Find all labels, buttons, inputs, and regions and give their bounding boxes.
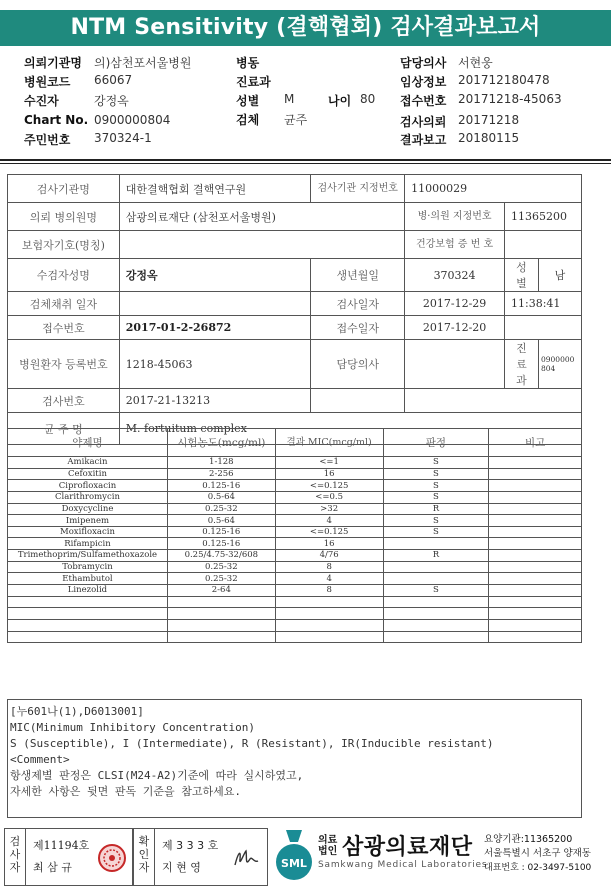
header-divider bbox=[0, 159, 611, 161]
receipt-no-label: 접수번호 bbox=[8, 316, 120, 340]
org-contact bbox=[484, 833, 591, 875]
lab-label: 검사기관명 bbox=[8, 175, 120, 203]
confirmer-name: 지 현 영 bbox=[162, 861, 201, 874]
org-address: 서울특별시 서초구 양재동 bbox=[484, 848, 591, 859]
drug-interpretation-cell bbox=[383, 619, 489, 631]
doctor-value: 서현웅 bbox=[458, 56, 493, 70]
drug-mic-cell: 8 bbox=[275, 561, 383, 573]
lab-code-label: 검사기관 지정번호 bbox=[311, 175, 405, 203]
test-time-value: 11:38:41 bbox=[505, 292, 582, 316]
receipt-value: 20171218-45063 bbox=[458, 92, 562, 106]
drug-mic-cell bbox=[275, 596, 383, 608]
name-label: 수검자성명 bbox=[8, 259, 120, 292]
drug-row bbox=[8, 480, 582, 492]
header-remark: 비고 bbox=[489, 429, 582, 457]
org-prefix-2: 법인 bbox=[318, 846, 338, 857]
org-english: Samkwang Medical Laboratories bbox=[318, 860, 488, 870]
signature-icon bbox=[232, 845, 260, 871]
drug-concentration-cell bbox=[167, 631, 275, 643]
drug-row bbox=[8, 561, 582, 573]
drug-concentration-cell bbox=[167, 619, 275, 631]
request-label: 검사의뢰 bbox=[400, 115, 447, 129]
drug-interpretation-cell: S bbox=[383, 468, 489, 480]
exam-blank-1 bbox=[311, 389, 405, 413]
sex-label: 성별 bbox=[236, 94, 260, 108]
drug-remark-cell bbox=[489, 457, 582, 469]
request-value: 20171218 bbox=[458, 113, 520, 127]
drug-mic-cell: 16 bbox=[275, 468, 383, 480]
collect-label: 검체채취 일자 bbox=[8, 292, 120, 316]
header-drug: 약제명 bbox=[8, 429, 168, 457]
drug-row bbox=[8, 491, 582, 503]
comment-code: [누601나(1),D6013001] bbox=[10, 705, 144, 718]
hospital-code-label: 병원코드 bbox=[24, 75, 71, 89]
sex-value-2: 남 bbox=[538, 259, 581, 292]
footer bbox=[0, 826, 611, 889]
physician-value bbox=[405, 340, 505, 389]
drug-remark-cell bbox=[489, 503, 582, 515]
name-value: 강정옥 bbox=[119, 259, 311, 292]
drug-row-empty bbox=[8, 608, 582, 620]
drug-interpretation-cell: S bbox=[383, 457, 489, 469]
examinee-value: 강정옥 bbox=[94, 94, 129, 108]
seal-icon bbox=[97, 843, 127, 873]
drug-remark-cell bbox=[489, 631, 582, 643]
birth-label: 생년월일 bbox=[311, 259, 405, 292]
header-concentration: 시험농도(mcg/ml) bbox=[167, 429, 275, 457]
report-title: NTM Sensitivity (결핵협회) 검사결과보고서 bbox=[0, 10, 611, 46]
lab-code-value: 11000029 bbox=[405, 175, 582, 203]
hospital-code-value: 66067 bbox=[94, 73, 133, 87]
req-hosp-value: 삼광의료재단 (삼천포서울병원) bbox=[119, 203, 404, 231]
receipt-no-value: 2017-01-2-26872 bbox=[119, 316, 311, 340]
org-name: 삼광의료재단 bbox=[342, 835, 473, 860]
drug-row-empty bbox=[8, 631, 582, 643]
sex-value: M bbox=[284, 92, 295, 106]
drug-concentration-cell: 0.125-16 bbox=[167, 480, 275, 492]
drug-mic-cell: <=0.125 bbox=[275, 480, 383, 492]
resident-label: 주민번호 bbox=[24, 133, 71, 147]
drug-mic-cell: 16 bbox=[275, 538, 383, 550]
header-interpretation: 판정 bbox=[383, 429, 489, 457]
drug-row-empty bbox=[8, 619, 582, 631]
drug-remark-cell bbox=[489, 526, 582, 538]
drug-remark-cell bbox=[489, 596, 582, 608]
drug-mic-cell: 4 bbox=[275, 515, 383, 527]
drug-row bbox=[8, 515, 582, 527]
drug-concentration-cell: 0.25-32 bbox=[167, 573, 275, 585]
drug-name-cell bbox=[8, 596, 168, 608]
drug-name-cell: Trimethoprim/Sulfamethoxazole bbox=[8, 550, 168, 562]
comment-line-2: S (Susceptible), I (Intermediate), R (Resistant), IR(Inducible resistant) bbox=[10, 737, 494, 750]
drug-concentration-cell: 0.5-64 bbox=[167, 515, 275, 527]
resident-value: 370324-1 bbox=[94, 131, 152, 145]
drug-name-cell: Imipenem bbox=[8, 515, 168, 527]
drug-name-cell: Ciprofloxacin bbox=[8, 480, 168, 492]
drug-remark-cell bbox=[489, 608, 582, 620]
test-date-value: 2017-12-29 bbox=[405, 292, 505, 316]
insurance-value bbox=[119, 231, 404, 259]
inspector-label: 검사자 bbox=[5, 829, 26, 885]
drug-table bbox=[7, 428, 582, 643]
age-label: 나이 bbox=[328, 94, 352, 108]
drug-mic-cell: <=1 bbox=[275, 457, 383, 469]
dept-value: 0900000804 bbox=[538, 340, 581, 389]
dept-label: 진료과 bbox=[505, 340, 539, 389]
age-value: 80 bbox=[360, 92, 376, 106]
drug-concentration-cell bbox=[167, 596, 275, 608]
specimen-value: 균주 bbox=[284, 113, 308, 127]
drug-mic-cell: <=0.5 bbox=[275, 491, 383, 503]
drug-interpretation-cell: R bbox=[383, 503, 489, 515]
drug-interpretation-cell bbox=[383, 631, 489, 643]
drug-mic-cell: >32 bbox=[275, 503, 383, 515]
drug-remark-cell bbox=[489, 619, 582, 631]
drug-concentration-cell: 0.25-32 bbox=[167, 503, 275, 515]
drug-name-cell bbox=[8, 619, 168, 631]
drug-mic-cell: 4/76 bbox=[275, 550, 383, 562]
drug-interpretation-cell: S bbox=[383, 491, 489, 503]
department-label: 진료과 bbox=[236, 75, 271, 89]
drug-interpretation-cell: R bbox=[383, 550, 489, 562]
org-phone: 대표번호 : 02-3497-5100 bbox=[484, 863, 592, 873]
drug-name-cell: Rifampicin bbox=[8, 538, 168, 550]
institution-value: 의)삼천포서울병원 bbox=[94, 56, 192, 70]
comment-line-4: 항생제별 판정은 CLSI(M24-A2)기준에 따라 실시하였고, bbox=[10, 769, 304, 782]
test-date-label: 검사일자 bbox=[311, 292, 405, 316]
drug-remark-cell bbox=[489, 561, 582, 573]
drug-name-cell: Cefoxitin bbox=[8, 468, 168, 480]
sex-label-2: 성별 bbox=[505, 259, 539, 292]
drug-row bbox=[8, 538, 582, 550]
comment-line-1: MIC(Minimum Inhibitory Concentration) bbox=[10, 721, 256, 734]
drug-interpretation-cell bbox=[383, 561, 489, 573]
drug-remark-cell bbox=[489, 491, 582, 503]
drug-concentration-cell: 0.25-32 bbox=[167, 561, 275, 573]
header-info bbox=[24, 54, 604, 152]
drug-interpretation-cell: S bbox=[383, 526, 489, 538]
header-mic: 결과 MIC(mcg/ml) bbox=[275, 429, 383, 457]
drug-mic-cell: <=0.125 bbox=[275, 526, 383, 538]
health-ins-value bbox=[505, 231, 582, 259]
patient-reg-label: 병원환자 등록번호 bbox=[8, 340, 120, 389]
comment-line-3: <Comment> bbox=[10, 753, 70, 766]
drug-name-cell: Doxycycline bbox=[8, 503, 168, 515]
drug-row bbox=[8, 585, 582, 597]
drug-concentration-cell: 0.125-16 bbox=[167, 538, 275, 550]
drug-concentration-cell: 0.25/4.75-32/608 bbox=[167, 550, 275, 562]
drug-name-cell: Tobramycin bbox=[8, 561, 168, 573]
receipt-extra bbox=[505, 316, 582, 340]
drug-concentration-cell: 1-128 bbox=[167, 457, 275, 469]
birth-value: 370324 bbox=[405, 259, 505, 292]
report-label: 결과보고 bbox=[400, 133, 447, 147]
specimen-label: 검체 bbox=[236, 113, 260, 127]
comment-box bbox=[7, 699, 582, 818]
detail-table bbox=[7, 174, 582, 445]
drug-row bbox=[8, 503, 582, 515]
drug-interpretation-cell: S bbox=[383, 480, 489, 492]
drug-name-cell bbox=[8, 608, 168, 620]
clinical-value: 201712180478 bbox=[458, 73, 550, 87]
drug-name-cell: Amikacin bbox=[8, 457, 168, 469]
drug-mic-cell bbox=[275, 619, 383, 631]
drug-concentration-cell bbox=[167, 608, 275, 620]
physician-label: 담당의사 bbox=[311, 340, 405, 389]
drug-row-empty bbox=[8, 596, 582, 608]
exam-no-label: 검사번호 bbox=[8, 389, 120, 413]
drug-interpretation-cell bbox=[383, 538, 489, 550]
ward-label: 병동 bbox=[236, 56, 260, 70]
drug-row bbox=[8, 573, 582, 585]
health-ins-label: 건강보험 증 번 호 bbox=[405, 231, 505, 259]
clinical-label: 임상정보 bbox=[400, 75, 447, 89]
drug-remark-cell bbox=[489, 468, 582, 480]
doctor-label: 담당의사 bbox=[400, 56, 447, 70]
sml-logo-icon bbox=[272, 828, 316, 882]
drug-row bbox=[8, 468, 582, 480]
drug-remark-cell bbox=[489, 538, 582, 550]
drug-name-cell: Clarithromycin bbox=[8, 491, 168, 503]
clinic-code-label: 병·의원 지정번호 bbox=[405, 203, 505, 231]
confirmer-box bbox=[133, 828, 268, 886]
comment-line-5: 자세한 사항은 뒷면 판독 기준을 참고하세요. bbox=[10, 785, 242, 798]
drug-remark-cell bbox=[489, 515, 582, 527]
drug-interpretation-cell bbox=[383, 596, 489, 608]
org-prefix bbox=[318, 835, 337, 857]
collect-value bbox=[119, 292, 311, 316]
drug-mic-cell: 8 bbox=[275, 585, 383, 597]
inspector-box bbox=[4, 828, 133, 886]
drug-remark-cell bbox=[489, 573, 582, 585]
drug-mic-cell: 4 bbox=[275, 573, 383, 585]
drug-remark-cell bbox=[489, 480, 582, 492]
exam-blank-2 bbox=[405, 389, 582, 413]
lab-value: 대한결핵협회 결핵연구원 bbox=[119, 175, 311, 203]
drug-name-cell: Linezolid bbox=[8, 585, 168, 597]
drug-name-cell bbox=[8, 631, 168, 643]
drug-name-cell: Ethambutol bbox=[8, 573, 168, 585]
inspector-no: 제11194호 bbox=[33, 839, 90, 852]
drug-interpretation-cell bbox=[383, 608, 489, 620]
exam-no-value: 2017-21-13213 bbox=[119, 389, 311, 413]
drug-concentration-cell: 2-64 bbox=[167, 585, 275, 597]
svg-text:SML: SML bbox=[281, 857, 307, 870]
header-divider-thin bbox=[0, 163, 611, 164]
confirmer-no: 제 3 3 3 호 bbox=[162, 839, 219, 852]
receipt-date-value: 2017-12-20 bbox=[405, 316, 505, 340]
confirmer-label: 확인자 bbox=[134, 829, 155, 885]
drug-name-cell: Moxifloxacin bbox=[8, 526, 168, 538]
examinee-label: 수진자 bbox=[24, 94, 59, 108]
drug-interpretation-cell: S bbox=[383, 585, 489, 597]
drug-concentration-cell: 2-256 bbox=[167, 468, 275, 480]
drug-interpretation-cell bbox=[383, 573, 489, 585]
drug-concentration-cell: 0.5-64 bbox=[167, 491, 275, 503]
drug-row bbox=[8, 457, 582, 469]
insurance-label: 보험자기호(명칭) bbox=[8, 231, 120, 259]
inspector-name: 최 삼 규 bbox=[33, 861, 72, 874]
drug-mic-cell bbox=[275, 631, 383, 643]
patient-reg-value: 1218-45063 bbox=[119, 340, 311, 389]
clinic-code-value: 11365200 bbox=[505, 203, 582, 231]
receipt-label: 접수번호 bbox=[400, 94, 447, 108]
drug-row bbox=[8, 526, 582, 538]
report-value: 20180115 bbox=[458, 131, 520, 145]
drug-interpretation-cell: S bbox=[383, 515, 489, 527]
req-hosp-label: 의뢰 병의원명 bbox=[8, 203, 120, 231]
institution-label: 의뢰기관명 bbox=[24, 56, 82, 70]
organism-value: M. fortuitum complex bbox=[119, 413, 581, 445]
drug-remark-cell bbox=[489, 550, 582, 562]
org-code: 요양기관:11365200 bbox=[484, 834, 573, 845]
chart-value: 0900000804 bbox=[94, 113, 171, 127]
drug-row bbox=[8, 550, 582, 562]
drug-concentration-cell: 0.125-16 bbox=[167, 526, 275, 538]
receipt-date-label: 접수일자 bbox=[311, 316, 405, 340]
chart-label: Chart No. bbox=[24, 113, 89, 127]
drug-mic-cell bbox=[275, 608, 383, 620]
org-prefix-1: 의료 bbox=[318, 835, 338, 846]
organism-label: 균 주 명 bbox=[8, 413, 120, 445]
drug-remark-cell bbox=[489, 585, 582, 597]
